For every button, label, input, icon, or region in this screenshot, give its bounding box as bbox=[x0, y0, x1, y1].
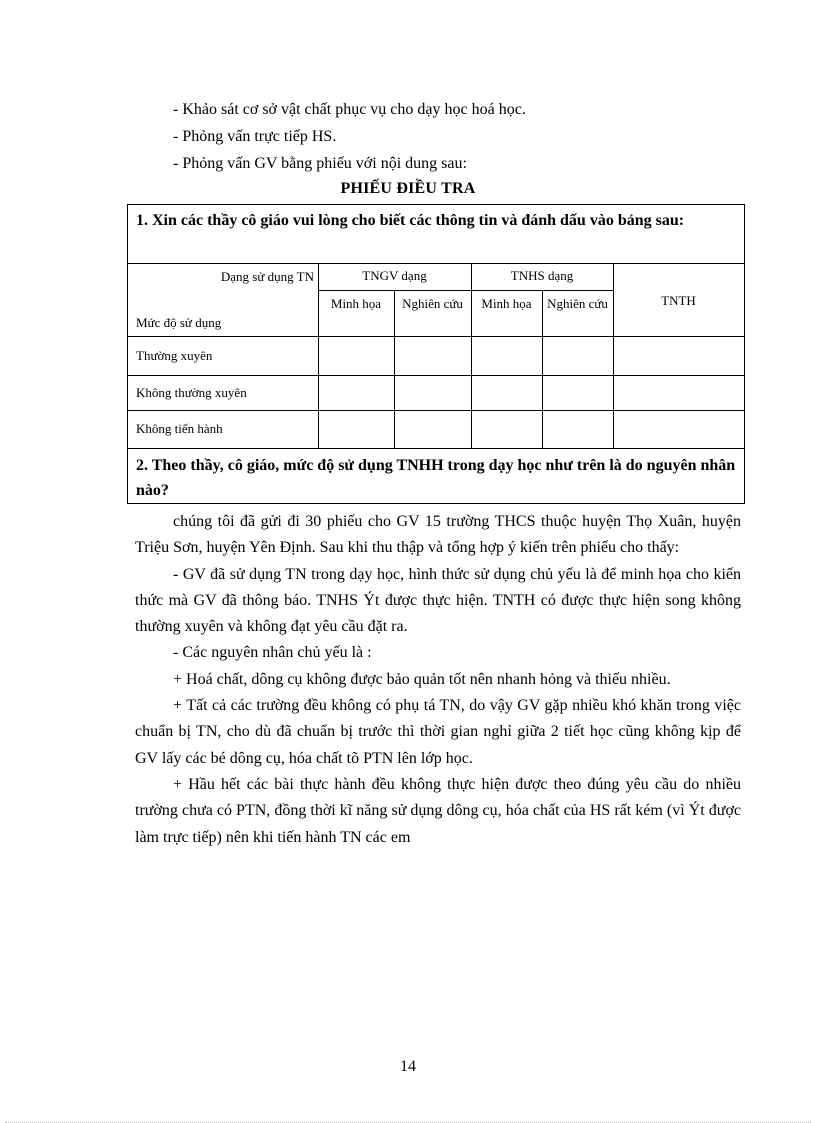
bullet-survey-facilities: - Khảo sát cơ sở vật chất phục vụ cho dạy học hoá học. bbox=[173, 101, 526, 118]
row-label-irregular: Không thường xuyên bbox=[136, 385, 247, 400]
row-label-regular: Thường xuyên bbox=[136, 348, 213, 363]
group-header-tngv: TNGV dạng bbox=[362, 268, 427, 283]
table-top-border bbox=[128, 263, 744, 264]
survey-title: PHIẾU ĐIỀU TRA bbox=[340, 180, 476, 197]
column-divider bbox=[318, 263, 319, 448]
header-bottom-border bbox=[128, 336, 744, 337]
bullet-interview-students: - Phỏng vấn trực tiếp HS. bbox=[173, 128, 337, 145]
intro-bullets bbox=[173, 96, 526, 177]
group-header-tnhs: TNHS dạng bbox=[510, 268, 574, 283]
question-1: 1. Xin các thầy cô giáo vui lòng cho biết các thông tin và đánh dấu vào bảng sau: bbox=[136, 212, 685, 229]
column-divider bbox=[394, 290, 395, 448]
page-number: 14 bbox=[400, 1058, 416, 1075]
bullet-interview-teachers: - Phỏng vấn GV bằng phiếu với nội dung sau: bbox=[173, 155, 467, 172]
paragraph: + Tất cả các trường đều không có phụ tá TN, do vậy GV gặp nhiều khó khăn trong việc chuẩn bị TN, cho dù đã chuẩn bị trước thì thời gian nghỉ giữa 2 tiết học cũng không kịp để GV lấy các bé dông cụ, hóa chất tõ PTN lên lớp học. bbox=[135, 697, 741, 767]
paragraph: chúng tôi đã gửi đi 30 phiếu cho GV 15 trường THCS thuộc huyện Thọ Xuân, huyện Triệu Sơn, huyện Yên Định. Sau khi thu thập và tổng hợp ý kiến trên phiếu cho thấy: bbox=[135, 513, 741, 557]
paragraph: - Các nguyên nhân chủ yếu là : bbox=[173, 644, 372, 662]
paragraph: + Hoá chất, dông cụ không được bảo quản tốt nên nhanh hỏng và thiếu nhiều. bbox=[173, 670, 671, 688]
row-divider bbox=[128, 410, 744, 411]
table-bottom-border bbox=[128, 448, 744, 449]
paragraph: - GV đã sử dụng TN trong dạy học, hình thức sử dụng chủ yếu là để minh họa cho kiến thức mà GV đã thông báo. TNHS Ýt được thực hiện. TNTH có được thực hiện song không thường xuyên và không đạt yêu cầu đặt ra. bbox=[135, 565, 741, 636]
header-tnth: TNTH bbox=[661, 293, 696, 308]
row-divider bbox=[128, 375, 744, 376]
question-2: 2. Theo thầy, cô giáo, mức độ sử dụng TNHH trong dạy học như trên là do nguyên nhân nào? bbox=[136, 457, 736, 499]
column-divider bbox=[542, 290, 543, 448]
sub-header-minh-hoa: Minh họa bbox=[481, 296, 532, 311]
sub-header-nghien-cuu: Nghiên cứu bbox=[402, 296, 463, 311]
sub-header-minh-hoa: Minh họa bbox=[330, 296, 382, 311]
column-divider bbox=[471, 263, 472, 448]
column-divider bbox=[613, 263, 614, 448]
corner-header-top: Dạng sử dụng TN bbox=[220, 269, 314, 284]
survey-form bbox=[127, 204, 745, 504]
header-group-divider bbox=[318, 290, 613, 291]
row-label-never: Không tiến hành bbox=[136, 421, 223, 436]
paragraph: + Hầu hết các bài thực hành đều không thực hiện được theo đúng yêu cầu do nhiều trường chưa có PTN, đồng thời kĩ năng sử dụng dông cụ, hóa chất của HS rất kém (vì Ýt được làm trực tiếp) nên khi tiến hành TN các em bbox=[135, 775, 741, 846]
corner-header-bottom: Mức độ sử dụng bbox=[136, 315, 222, 330]
sub-header-nghien-cuu: Nghiên cứu bbox=[547, 296, 608, 311]
body-text bbox=[135, 509, 741, 851]
